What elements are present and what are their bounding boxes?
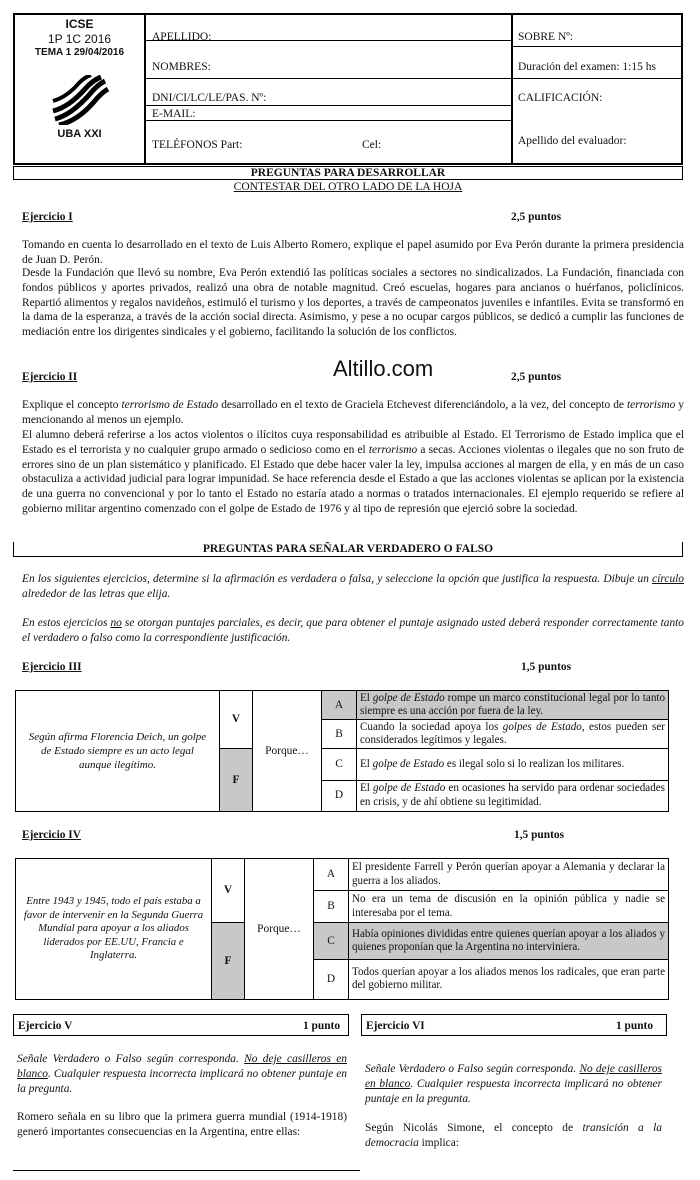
section-develop-subtitle: CONTESTAR DEL OTRO LADO DE LA HOJA [233,181,463,193]
exam-tema-date: TEMA 1 29/04/2016 [34,47,125,58]
ej3-table [15,690,669,812]
ej6-title: Ejercicio VI [366,1020,425,1032]
exam-header [13,13,683,165]
ej3-points: 1,5 puntos [521,661,572,673]
ej5-bottom-rule [13,1170,360,1171]
ej1-title: Ejercicio I [22,211,73,223]
header-student-data [146,15,513,163]
vf-instructions-2: En estos ejercicios no se otorgan puntajes parciales, es decir, que para obtener el puntaje asignado usted deberá responder correctamente tanto el verdadero o falso como la correspondiente justificación. [22,617,684,644]
telefonos-field[interactable]: TELÉFONOS Part: [152,139,243,151]
ej5-points: 1 punto [303,1020,341,1032]
ej4-option-d: Todos querían apoyar a los aliados menos los radicales, que eran parte del gobierno militar. [349,959,669,999]
ej4-option-c: Había opiniones divididas entre quienes querían apoyar a los aliados y quienes proponían que la Argentina no interviniera. [349,923,669,959]
watermark-text: Altillo.com [333,356,434,381]
ej2-question: Explique el concepto terrorismo de Estado desarrollado en el texto de Graciela Etchevest diferenciándolo, a la vez, del concepto de terrorismo y mencionando al menos un ejemplo. [22,399,684,426]
ej3-letter-b[interactable]: B [322,720,357,749]
ej4-porque: Porque… [245,859,314,1000]
sobre-field: SOBRE Nº: [518,31,574,43]
section-develop-title: PREGUNTAS PARA DESARROLLAR [250,167,446,179]
ej1-points: 2,5 puntos [511,211,562,223]
cel-field[interactable]: Cel: [362,139,382,151]
ej3-option-a: El golpe de Estado rompe un marco constitucional legal por lo tanto siempre es una acción por fuera de la ley. [357,691,669,720]
ej4-letter-b[interactable]: B [314,891,349,923]
ej4-statement: Entre 1943 y 1945, todo el país estaba a favor de intervenir en la Segunda Guerra Mundial para apoyar a los aliados liderados por EE.UU, Francia e Inglaterra. [16,859,212,1000]
apellido-field[interactable]: APELLIDO: [152,31,212,43]
ej2-title: Ejercicio II [22,371,78,383]
uba-xxi-logo-icon [51,75,109,125]
ej4-true-option[interactable]: V [212,859,245,923]
ej1-answer: Desde la Fundación que llevó su nombre, Eva Perón extendió las políticas sociales a sectores no sindicalizados. La Fundación, financiada con fondos públicos y aportes privados, realizó una obra de notable magnitud. Creó escuelas, hogares para ancianos o huérfanos, policlínicos. Repartió alimentos y regalos navideños, estimuló el turismo y los deportes, a través de campeonatos juveniles e infantiles. Evita se transformó en la dama de la esperanza, a través de la acción social directa. Asimismo, y pese a no ocupar cargos públicos, se dedicó a cumplir las funciones de mediación entre los dirigentes sindicales y el gobierno, facilitando la solución de los conflictos. [22,267,684,339]
ej3-letter-d[interactable]: D [322,780,357,811]
ej4-points: 1,5 puntos [514,829,565,841]
ej3-letter-a[interactable]: A [322,691,357,720]
ej6-instructions: Señale Verdadero o Falso según corresponda. No deje casilleros en blanco. Cualquier respuesta incorrecta implicará no obtener puntaje en la pregunta. [365,1063,662,1105]
ej5-instructions: Señale Verdadero o Falso según corresponda. No deje casilleros en blanco. Cualquier respuesta incorrecta implicará no obtener puntaje en la pregunta. [17,1053,347,1095]
ej3-false-option[interactable]: F [220,749,253,812]
ej3-true-option[interactable]: V [220,691,253,749]
evaluador-field: Apellido del evaluador: [518,135,627,147]
ej2-answer: El alumno deberá referirse a los actos violentos o ilícitos cuya responsabilidad es atribuible al Estado. El Terrorismo de Estado implica que el Estado es el terrorista y no cualquier grupo armado o sedicioso como en el terrorismo a secas. Acciones violentas o ilegales que no son fruto de errores sino de un plan sistemático y planificado. El Estado que debe hacer valer la ley, impulsa acciones al margen de ella, y en más de un caso obstaculiza a actividad judicial para lograr impunidad. Se hace referencia desde el Estado a que las acciones violentas se aplican por la existencia de una guerra no convencional y por lo tanto el Estado no estaría atado a normas o tratados internacionales. El ejemplo requerido se refiere al gobierno militar argentino comenzado con el golpe de Estado de 1976 y al tipo de represión que ejerció sobre la sociedad. [22,429,684,516]
dni-field[interactable]: DNI/CI/LC/LE/PAS. Nº: [152,92,267,104]
ej5-title: Ejercicio V [18,1020,73,1032]
email-field[interactable]: E-MAIL: [152,108,196,120]
section-vf-title: PREGUNTAS PARA SEÑALAR VERDADERO O FALSO [202,543,494,555]
ej2-points: 2,5 puntos [511,371,562,383]
ej4-letter-a[interactable]: A [314,859,349,891]
vf-instructions-1: En los siguientes ejercicios, determine si la afirmación es verdadera o falsa, y seleccione la opción que justifica la respuesta. Dibuje un círculo alrededor de las letras que elija. [22,573,684,600]
ej3-letter-c[interactable]: C [322,749,357,780]
ej4-letter-d[interactable]: D [314,959,349,999]
exam-code: 1P 1C 2016 [47,32,112,46]
nombres-field[interactable]: NOMBRES: [152,61,211,73]
calificacion-field: CALIFICACIÓN: [518,92,603,104]
ej4-letter-c[interactable]: C [314,923,349,959]
ej6-points: 1 punto [616,1020,654,1032]
duracion-label: Duración del examen: 1:15 hs [518,61,656,73]
ej4-option-b: No era un tema de discusión en la opinión pública y nadie se interesaba por el tema. [349,891,669,923]
ej3-option-d: El golpe de Estado en ocasiones ha servido para ordenar sociedades en crisis, y de ahí obtiene su legitimidad. [357,780,669,811]
ej5-text: Romero señala en su libro que la primera guerra mundial (1914-1918) generó importantes consecuencias en la Argentina, entre ellas: [17,1111,347,1138]
ej3-porque: Porque… [253,691,322,812]
ej6-text: Según Nicolás Simone, el concepto de transición a la democracia implica: [365,1122,662,1149]
ej4-false-option[interactable]: F [212,923,245,1000]
ej4-option-a: El presidente Farrell y Perón querían apoyar a Alemania y declarar la guerra a los aliados. [349,859,669,891]
institution-label: ICSE [65,17,94,31]
logo-text: UBA XXI [57,128,102,140]
ej3-statement: Según afirma Florencia Deich, un golpe de Estado siempre es un acto legal aunque ilegítimo. [16,691,220,812]
ej4-table [15,858,669,1000]
ej1-question: Tomando en cuenta lo desarrollado en el texto de Luis Alberto Romero, explique el papel asumido por Eva Perón durante la primera presidencia de Juan D. Perón. [22,239,684,266]
ej3-title: Ejercicio III [22,661,82,673]
ej4-title: Ejercicio IV [22,829,81,841]
header-admin-data [513,15,681,163]
ej3-option-b: Cuando la sociedad apoya los golpes de Estado, estos pueden ser considerados legítimos y legales. [357,720,669,749]
ej3-option-c: El golpe de Estado es ilegal solo si lo realizan los militares. [357,749,669,780]
header-logo-cell [15,15,146,163]
